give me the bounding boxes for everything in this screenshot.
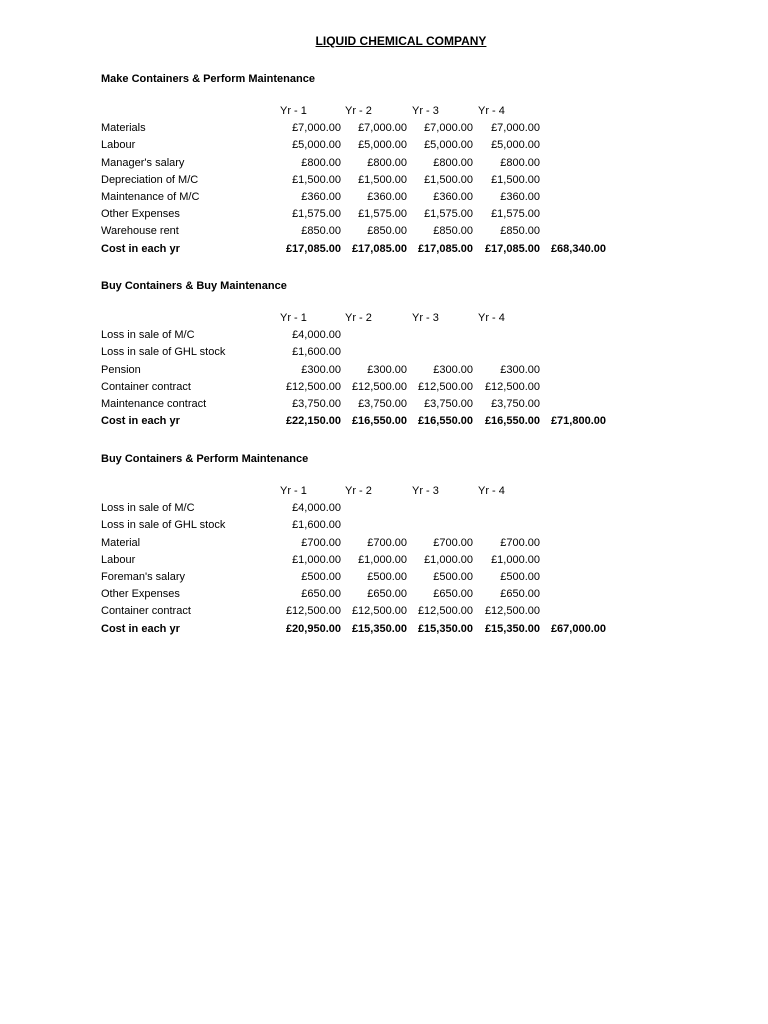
row-label: Container contract [101,605,191,618]
grand-total: £71,800.00 [550,415,606,428]
row-label: Manager's salary [101,156,185,169]
cell-value: £12,500.00 [484,605,540,618]
year-header: Yr - 3 [412,312,439,324]
year-header: Yr - 1 [280,312,307,324]
table-row [101,137,721,154]
cell-value: £3,750.00 [491,397,540,410]
row-label: Loss in sale of M/C [101,502,195,515]
grand-total: £67,000.00 [550,622,606,635]
total-value: £15,350.00 [484,622,540,635]
cell-value: £1,575.00 [491,208,540,221]
cell-value: £650.00 [500,588,540,601]
row-label: Loss in sale of GHL stock [101,346,226,359]
cell-value: £300.00 [433,363,473,376]
cell-value: £300.00 [367,363,407,376]
table-row [101,379,721,396]
table-row [101,500,721,517]
table-row [101,396,721,413]
table-row [101,120,721,137]
total-value: £15,350.00 [417,622,473,635]
cell-value: £700.00 [433,536,473,549]
total-value: £16,550.00 [351,415,407,428]
year-header-row [101,310,721,327]
year-header: Yr - 1 [280,485,307,497]
cell-value: £5,000.00 [292,139,341,152]
cell-value: £7,000.00 [358,122,407,135]
cell-value: £850.00 [433,225,473,238]
cell-value: £1,575.00 [424,208,473,221]
cell-value: £12,500.00 [351,605,407,618]
cell-value: £1,500.00 [491,173,540,186]
cell-value: £1,000.00 [358,553,407,566]
cell-value: £12,500.00 [417,605,473,618]
cell-value: £1,575.00 [358,208,407,221]
row-label: Maintenance contract [101,397,207,410]
total-row [101,413,721,430]
cell-value: £7,000.00 [491,122,540,135]
cell-value: £360.00 [367,190,407,203]
cell-value: £650.00 [367,588,407,601]
cell-value: £1,575.00 [292,208,341,221]
row-label: Material [101,536,141,549]
year-header: Yr - 1 [280,105,307,117]
section-make-perform [101,69,721,258]
cell-value: £650.00 [301,588,341,601]
cell-value: £500.00 [367,570,407,583]
table-row [101,327,721,344]
cell-value: £5,000.00 [424,139,473,152]
cell-value: £800.00 [433,156,473,169]
cell-value: £3,750.00 [292,397,341,410]
total-value: £17,085.00 [484,242,540,255]
row-label: Loss in sale of GHL stock [101,519,226,532]
document-title: LIQUID CHEMICAL COMPANY [315,34,487,48]
row-label: Depreciation of M/C [101,173,199,186]
cell-value: £800.00 [367,156,407,169]
cell-value: £500.00 [500,570,540,583]
cell-value: £1,600.00 [292,346,341,359]
cell-value: £360.00 [500,190,540,203]
section-buy-perform [101,449,721,638]
cell-value: £360.00 [301,190,341,203]
cell-value: £800.00 [301,156,341,169]
cell-value: £800.00 [500,156,540,169]
cell-value: £360.00 [433,190,473,203]
cell-value: £1,500.00 [424,173,473,186]
total-value: £16,550.00 [484,415,540,428]
year-header: Yr - 3 [412,485,439,497]
year-header: Yr - 2 [345,312,372,324]
year-header-row [101,483,721,500]
row-label: Other Expenses [101,208,180,221]
cell-value: £1,000.00 [424,553,473,566]
row-label: Maintenance of M/C [101,190,200,203]
cell-value: £1,000.00 [491,553,540,566]
cell-value: £700.00 [301,536,341,549]
cell-value: £300.00 [301,363,341,376]
row-label: Materials [101,122,146,135]
cell-value: £700.00 [367,536,407,549]
row-label: Pension [101,363,141,376]
table-row [101,362,721,379]
total-value: £20,950.00 [285,622,341,635]
table-row [101,603,721,620]
row-label: Warehouse rent [101,225,179,238]
cell-value: £1,600.00 [292,519,341,532]
cell-value: £1,000.00 [292,553,341,566]
cell-value: £1,500.00 [292,173,341,186]
section-buy-buy [101,276,721,430]
cell-value: £12,500.00 [417,380,473,393]
cell-value: £300.00 [500,363,540,376]
cell-value: £700.00 [500,536,540,549]
table-row [101,569,721,586]
year-header-row [101,103,721,120]
cell-value: £7,000.00 [292,122,341,135]
cell-value: £650.00 [433,588,473,601]
table-row [101,552,721,569]
table-row [101,189,721,206]
table-row [101,535,721,552]
cell-value: £3,750.00 [424,397,473,410]
cell-value: £1,500.00 [358,173,407,186]
total-value: £17,085.00 [351,242,407,255]
table-row [101,586,721,603]
row-label: Labour [101,553,136,566]
cell-value: £850.00 [301,225,341,238]
cell-value: £500.00 [301,570,341,583]
section-title: Make Containers & Perform Maintenance [101,73,315,85]
year-header: Yr - 4 [478,485,505,497]
row-label: Labour [101,139,136,152]
cell-value: £850.00 [367,225,407,238]
cell-value: £12,500.00 [484,380,540,393]
total-row [101,241,721,258]
year-header: Yr - 2 [345,485,372,497]
cell-value: £500.00 [433,570,473,583]
cell-value: £5,000.00 [358,139,407,152]
cell-value: £12,500.00 [285,605,341,618]
row-label: Foreman's salary [101,570,186,583]
row-label: Cost in each yr [101,242,180,255]
year-header: Yr - 4 [478,312,505,324]
cell-value: £4,000.00 [292,502,341,515]
cell-value: £850.00 [500,225,540,238]
total-row [101,621,721,638]
table-row [101,155,721,172]
section-title: Buy Containers & Perform Maintenance [101,453,309,465]
year-header: Yr - 4 [478,105,505,117]
cell-value: £4,000.00 [292,329,341,342]
cell-value: £12,500.00 [351,380,407,393]
year-header: Yr - 2 [345,105,372,117]
cell-value: £7,000.00 [424,122,473,135]
row-label: Loss in sale of M/C [101,329,195,342]
cell-value: £12,500.00 [285,380,341,393]
cell-value: £5,000.00 [491,139,540,152]
row-label: Other Expenses [101,588,180,601]
cell-value: £3,750.00 [358,397,407,410]
table-row [101,344,721,361]
year-header: Yr - 3 [412,105,439,117]
row-label: Cost in each yr [101,622,180,635]
section-title: Buy Containers & Buy Maintenance [101,280,287,292]
grand-total: £68,340.00 [550,242,606,255]
table-row [101,517,721,534]
total-value: £17,085.00 [285,242,341,255]
row-label: Container contract [101,380,191,393]
table-row [101,206,721,223]
table-row [101,172,721,189]
row-label: Cost in each yr [101,415,180,428]
total-value: £22,150.00 [285,415,341,428]
total-value: £17,085.00 [417,242,473,255]
total-value: £15,350.00 [351,622,407,635]
table-row [101,223,721,240]
total-value: £16,550.00 [417,415,473,428]
